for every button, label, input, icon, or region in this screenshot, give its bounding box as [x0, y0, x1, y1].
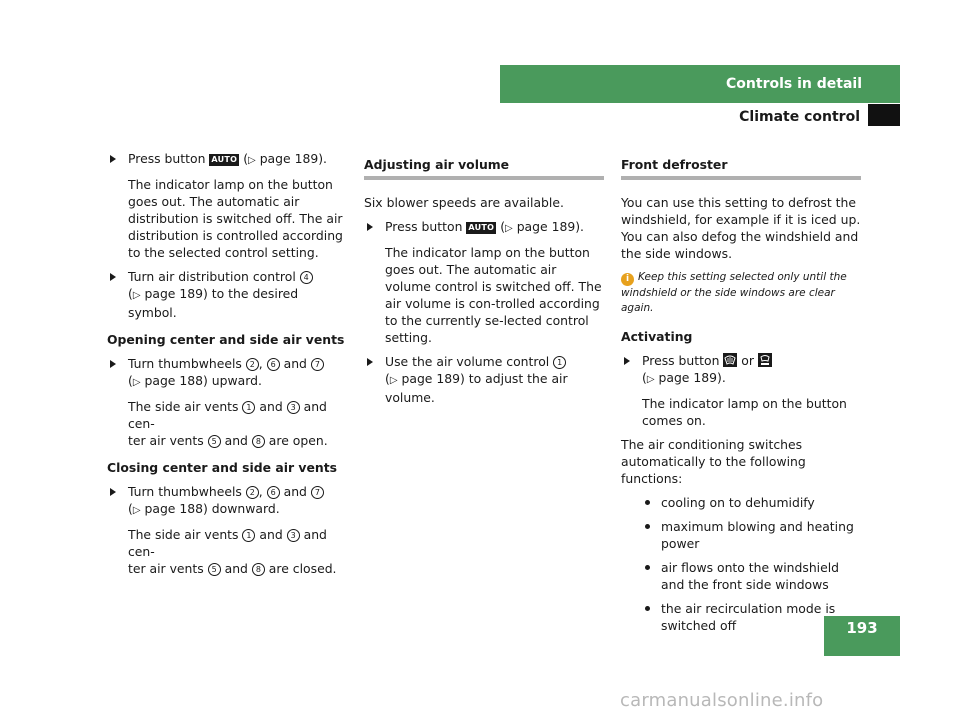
step-thumbwheels-down: Turn thumbwheels 2 , 6 and 7 (▷ page 188) downward. — [107, 483, 347, 519]
paragraph: The indicator lamp on the button goes out. The automatic air volume control is switched off. The air volume is con-trolled according to the currently se-lected control setting. — [385, 245, 602, 345]
paragraph: The indicator lamp on the button comes on. — [642, 396, 847, 428]
callout-number: 2 — [246, 486, 259, 499]
column-3 — [621, 150, 861, 641]
watermark: carmanualsonline.info — [620, 690, 824, 711]
list-item: the air recirculation mode is switched off — [621, 600, 861, 634]
callout-number: 3 — [287, 401, 300, 414]
callout-number: 5 — [208, 563, 221, 576]
bullet-icon — [645, 565, 650, 570]
info-icon: i — [621, 273, 634, 286]
column-1 — [107, 150, 347, 584]
step-arrow-icon — [110, 360, 116, 368]
bullet-icon — [645, 500, 650, 505]
step-arrow-icon — [367, 223, 373, 231]
callout-number: 1 — [242, 401, 255, 414]
page-ref-icon: ▷ — [132, 505, 141, 516]
callout-number: 7 — [311, 486, 324, 499]
info-note: i Keep this setting selected only until the windshield or the side windows are clear again. — [621, 271, 847, 314]
section-heading-front-defroster: Front defroster — [621, 156, 861, 180]
callout-number: 6 — [267, 486, 280, 499]
paragraph: The indicator lamp on the button goes out. The automatic air distribution is switched off. The air distribution is controlled according to the selected control setting. — [128, 177, 343, 260]
callout-number: 8 — [252, 435, 265, 448]
page-ref-icon: ▷ — [646, 374, 655, 385]
step-arrow-icon — [110, 488, 116, 496]
subheading-opening: Opening center and side air vents — [107, 332, 345, 347]
callout-number: 5 — [208, 435, 221, 448]
page-ref-icon: ▷ — [248, 155, 256, 166]
auto-button-icon: AUTO — [211, 155, 238, 164]
front-defrost-icon — [758, 353, 772, 367]
step-press-defrost: Press button or (▷ page 189). — [621, 352, 861, 388]
step-press-auto: Press button AUTO (▷ page 189). — [364, 218, 604, 237]
callout-number: 1 — [242, 529, 255, 542]
callout-number: 6 — [267, 358, 280, 371]
paragraph: The air conditioning switches automatically to the following functions: — [621, 437, 806, 486]
step-arrow-icon — [624, 357, 630, 365]
step-air-volume-control: Use the air volume control 1 (▷ page 189) to adjust the air volume. — [364, 353, 604, 406]
paragraph: You can use this setting to defrost the windshield, for example if it is iced up. You can also defog the windshield and the side windows. — [621, 195, 861, 261]
callout-number: 1 — [553, 356, 566, 369]
page-ref-icon: ▷ — [389, 375, 398, 386]
windshield-defrost-icon — [723, 353, 737, 367]
subheading-activating: Activating — [621, 329, 693, 344]
list-item: air flows onto the windshield and the front side windows — [621, 559, 861, 593]
page-ref-icon: ▷ — [505, 223, 513, 234]
list-item: cooling on to dehumidify — [621, 494, 861, 511]
callout-number: 4 — [300, 271, 313, 284]
callout-number: 2 — [246, 358, 259, 371]
paragraph: The side air vents 1 and 3 and cen- ter air vents 5 and 8 are open. — [128, 399, 328, 448]
section-title: Climate control — [739, 109, 860, 125]
paragraph: The side air vents 1 and 3 and cen- ter air vents 5 and 8 are closed. — [128, 527, 337, 576]
list-item: maximum blowing and heating power — [621, 518, 861, 552]
callout-number: 7 — [311, 358, 324, 371]
chapter-header — [500, 65, 900, 103]
column-2 — [364, 150, 604, 413]
header-tab-block — [868, 104, 900, 126]
step-turn-distribution: Turn air distribution control 4 (▷ page 189) to the desired symbol. — [107, 268, 347, 321]
bullet-icon — [645, 524, 650, 529]
step-arrow-icon — [367, 358, 373, 366]
auto-button-icon: AUTO — [468, 223, 495, 232]
callout-number: 8 — [252, 563, 265, 576]
page-ref-icon: ▷ — [132, 290, 141, 301]
paragraph: Six blower speeds are available. — [364, 195, 564, 210]
step-press-auto: Press button AUTO (▷ page 189). — [107, 150, 347, 169]
callout-number: 3 — [287, 529, 300, 542]
section-heading-air-volume: Adjusting air volume — [364, 156, 604, 180]
step-thumbwheels-up: Turn thumbwheels 2 , 6 and 7 (▷ page 188) upward. — [107, 355, 347, 391]
step-arrow-icon — [110, 273, 116, 281]
page-ref-icon: ▷ — [132, 377, 141, 388]
chapter-title: Controls in detail — [726, 76, 862, 92]
subheading-closing: Closing center and side air vents — [107, 460, 338, 475]
bullet-icon — [645, 606, 650, 611]
step-arrow-icon — [110, 155, 116, 163]
page-number: 193 — [824, 616, 900, 656]
